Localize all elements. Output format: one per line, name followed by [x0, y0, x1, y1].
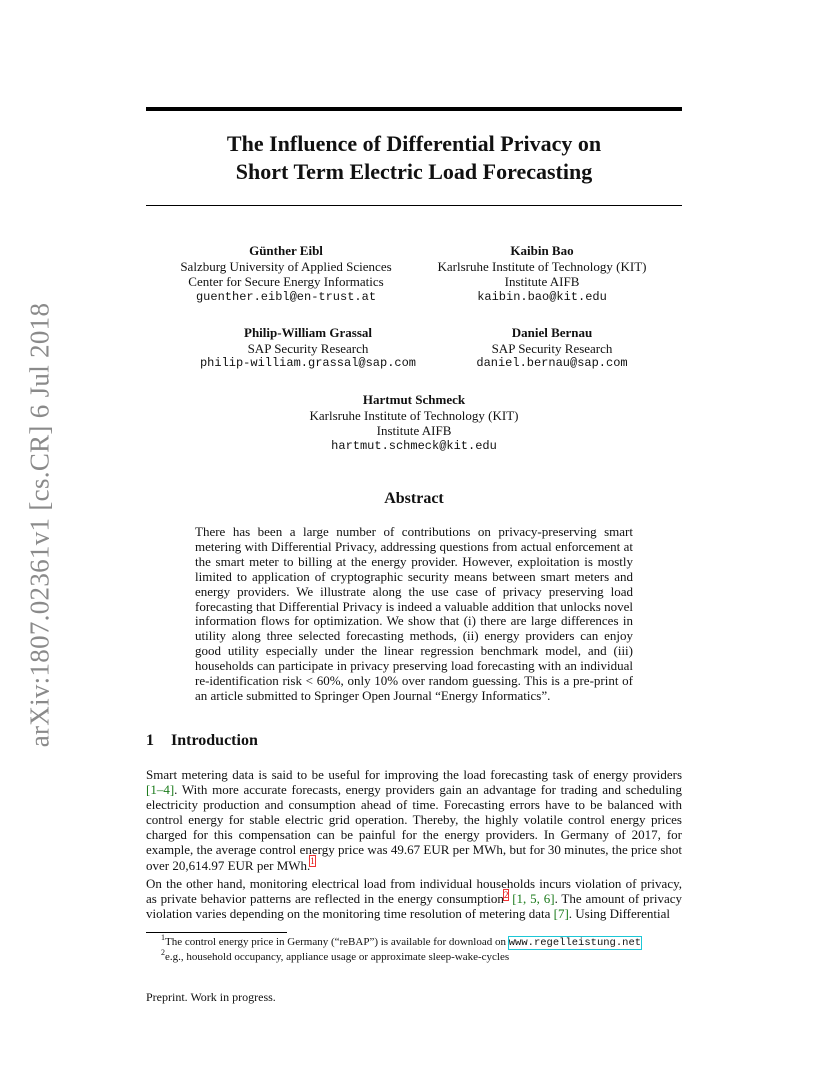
author-name: Hartmut Schmeck	[362, 392, 466, 407]
footnote-2	[146, 950, 682, 964]
author-affiliation: Center for Secure Energy Informatics	[188, 274, 384, 289]
author-name: Günther Eibl	[249, 243, 323, 258]
author-name: Kaibin Bao	[510, 243, 574, 258]
preprint-note: Preprint. Work in progress.	[146, 990, 276, 1004]
author-affiliation: Institute AIFB	[504, 274, 580, 289]
arxiv-stamp-text: arXiv:1807.02361v1 [cs.CR] 6 Jul 2018	[24, 302, 55, 748]
title-top-rule	[146, 107, 682, 111]
paragraph-text: . The amount of privacy violation varies depending on the monitoring time resolution of metering data	[146, 891, 682, 922]
author-block-eibl	[166, 243, 406, 305]
footnote-link[interactable]: 2	[503, 889, 509, 900]
author-block-bernau	[432, 325, 672, 372]
author-name: Daniel Bernau	[511, 325, 593, 340]
footnote-1	[146, 935, 682, 950]
intro-paragraph-1	[146, 767, 682, 873]
author-email[interactable]: hartmut.schmeck@kit.edu	[331, 438, 497, 453]
title-line-2: Short Term Electric Load Forecasting	[235, 159, 593, 184]
footnote-text: The control energy price in Germany (“reBAP”) is available for download on	[165, 936, 509, 948]
arxiv-stamp	[20, 300, 60, 750]
author-email[interactable]: daniel.bernau@sap.com	[476, 356, 628, 370]
author-block-schmeck	[294, 392, 534, 454]
paragraph-text: Smart metering data is said to be useful for improving the load forecasting task of energy providers	[146, 767, 682, 782]
paragraph-text: . Using Differential	[568, 906, 670, 922]
footnote-url-link[interactable]: www.regelleistung.net	[508, 937, 642, 949]
author-affiliation: SAP Security Research	[491, 340, 613, 356]
abstract-text: There has been a large number of contributions on privacy-preserving smart metering with Differential Privacy, addressing questions from actual enforcement at the smart meter to billing at the energy provider. However, exploitation is mostly limited to application of cryptographic security means between smart meters and energy providers. We illustrate along the use case of privacy preserving load forecasting that Differential Privacy is indeed a valuable addition that unlocks novel information flows for optimization. We show that (i) there are large differences in utility along three selected forecasting methods, (ii) energy providers can enjoy good utility especially under the linear regression benchmark model, and (iii) households can participate in privacy preserving load forecasting with an individual re-identification risk < 60%, only 10% over random guessing. This is a pre-print of an article submitted to Springer Open Journal “Energy Informatics”.	[195, 524, 633, 703]
author-email[interactable]: philip-william.grassal@sap.com	[199, 356, 417, 370]
author-affiliation: Salzburg University of Applied Sciences	[180, 258, 392, 274]
section-heading-introduction	[146, 732, 258, 750]
footnote-link[interactable]: 1	[310, 856, 315, 867]
abstract-heading: Abstract	[384, 490, 444, 507]
author-block-grassal	[188, 325, 428, 372]
footnote-mark: 2	[161, 948, 165, 958]
author-email[interactable]: guenther.eibl@en-trust.at	[195, 289, 377, 304]
author-affiliation: Karlsruhe Institute of Technology (KIT)	[309, 407, 519, 423]
section-number: 1	[146, 732, 154, 749]
title-line-1: The Influence of Differential Privacy on	[226, 131, 602, 156]
title-bottom-rule	[146, 205, 682, 206]
intro-paragraph-2	[146, 876, 682, 921]
author-name: Philip-William Grassal	[244, 325, 372, 340]
author-email[interactable]: kaibin.bao@kit.edu	[477, 289, 607, 304]
footnote-text: e.g., household occupancy, appliance usage or approximate sleep-wake-cycles	[165, 951, 510, 963]
author-affiliation: SAP Security Research	[247, 340, 369, 356]
author-affiliation: Institute AIFB	[376, 423, 452, 438]
citation-link[interactable]: [1, 5, 6]	[512, 891, 555, 907]
citation-link[interactable]: [7]	[553, 906, 569, 922]
author-affiliation: Karlsruhe Institute of Technology (KIT)	[437, 258, 647, 274]
paragraph-text: . With more accurate forecasts, energy providers gain an advantage for trading and scheduling electricity production and consumption ahead of time. Forecasting errors have to be balanced with control energy for stable electric grid operation. Thereby, the highly volatile control energy prices charged for this compensation can be painful for the energy providers. In Germany of 2017, for example, the average control energy price was 49.67 EUR per MWh, but for 30 minutes, the price shot over 20,614.97 EUR per MWh.	[146, 782, 682, 873]
paragraph-text: On the other hand, monitoring electrical load from individual households incurs violation of privacy, as private behavior patterns are reflected in the energy consumption	[146, 876, 682, 907]
paper-title	[146, 130, 682, 186]
author-block-bao	[422, 243, 662, 305]
footnote-rule	[146, 932, 287, 933]
citation-link[interactable]: [1–4]	[146, 782, 175, 798]
section-title: Introduction	[171, 732, 258, 749]
footnote-mark: 1	[161, 933, 165, 943]
